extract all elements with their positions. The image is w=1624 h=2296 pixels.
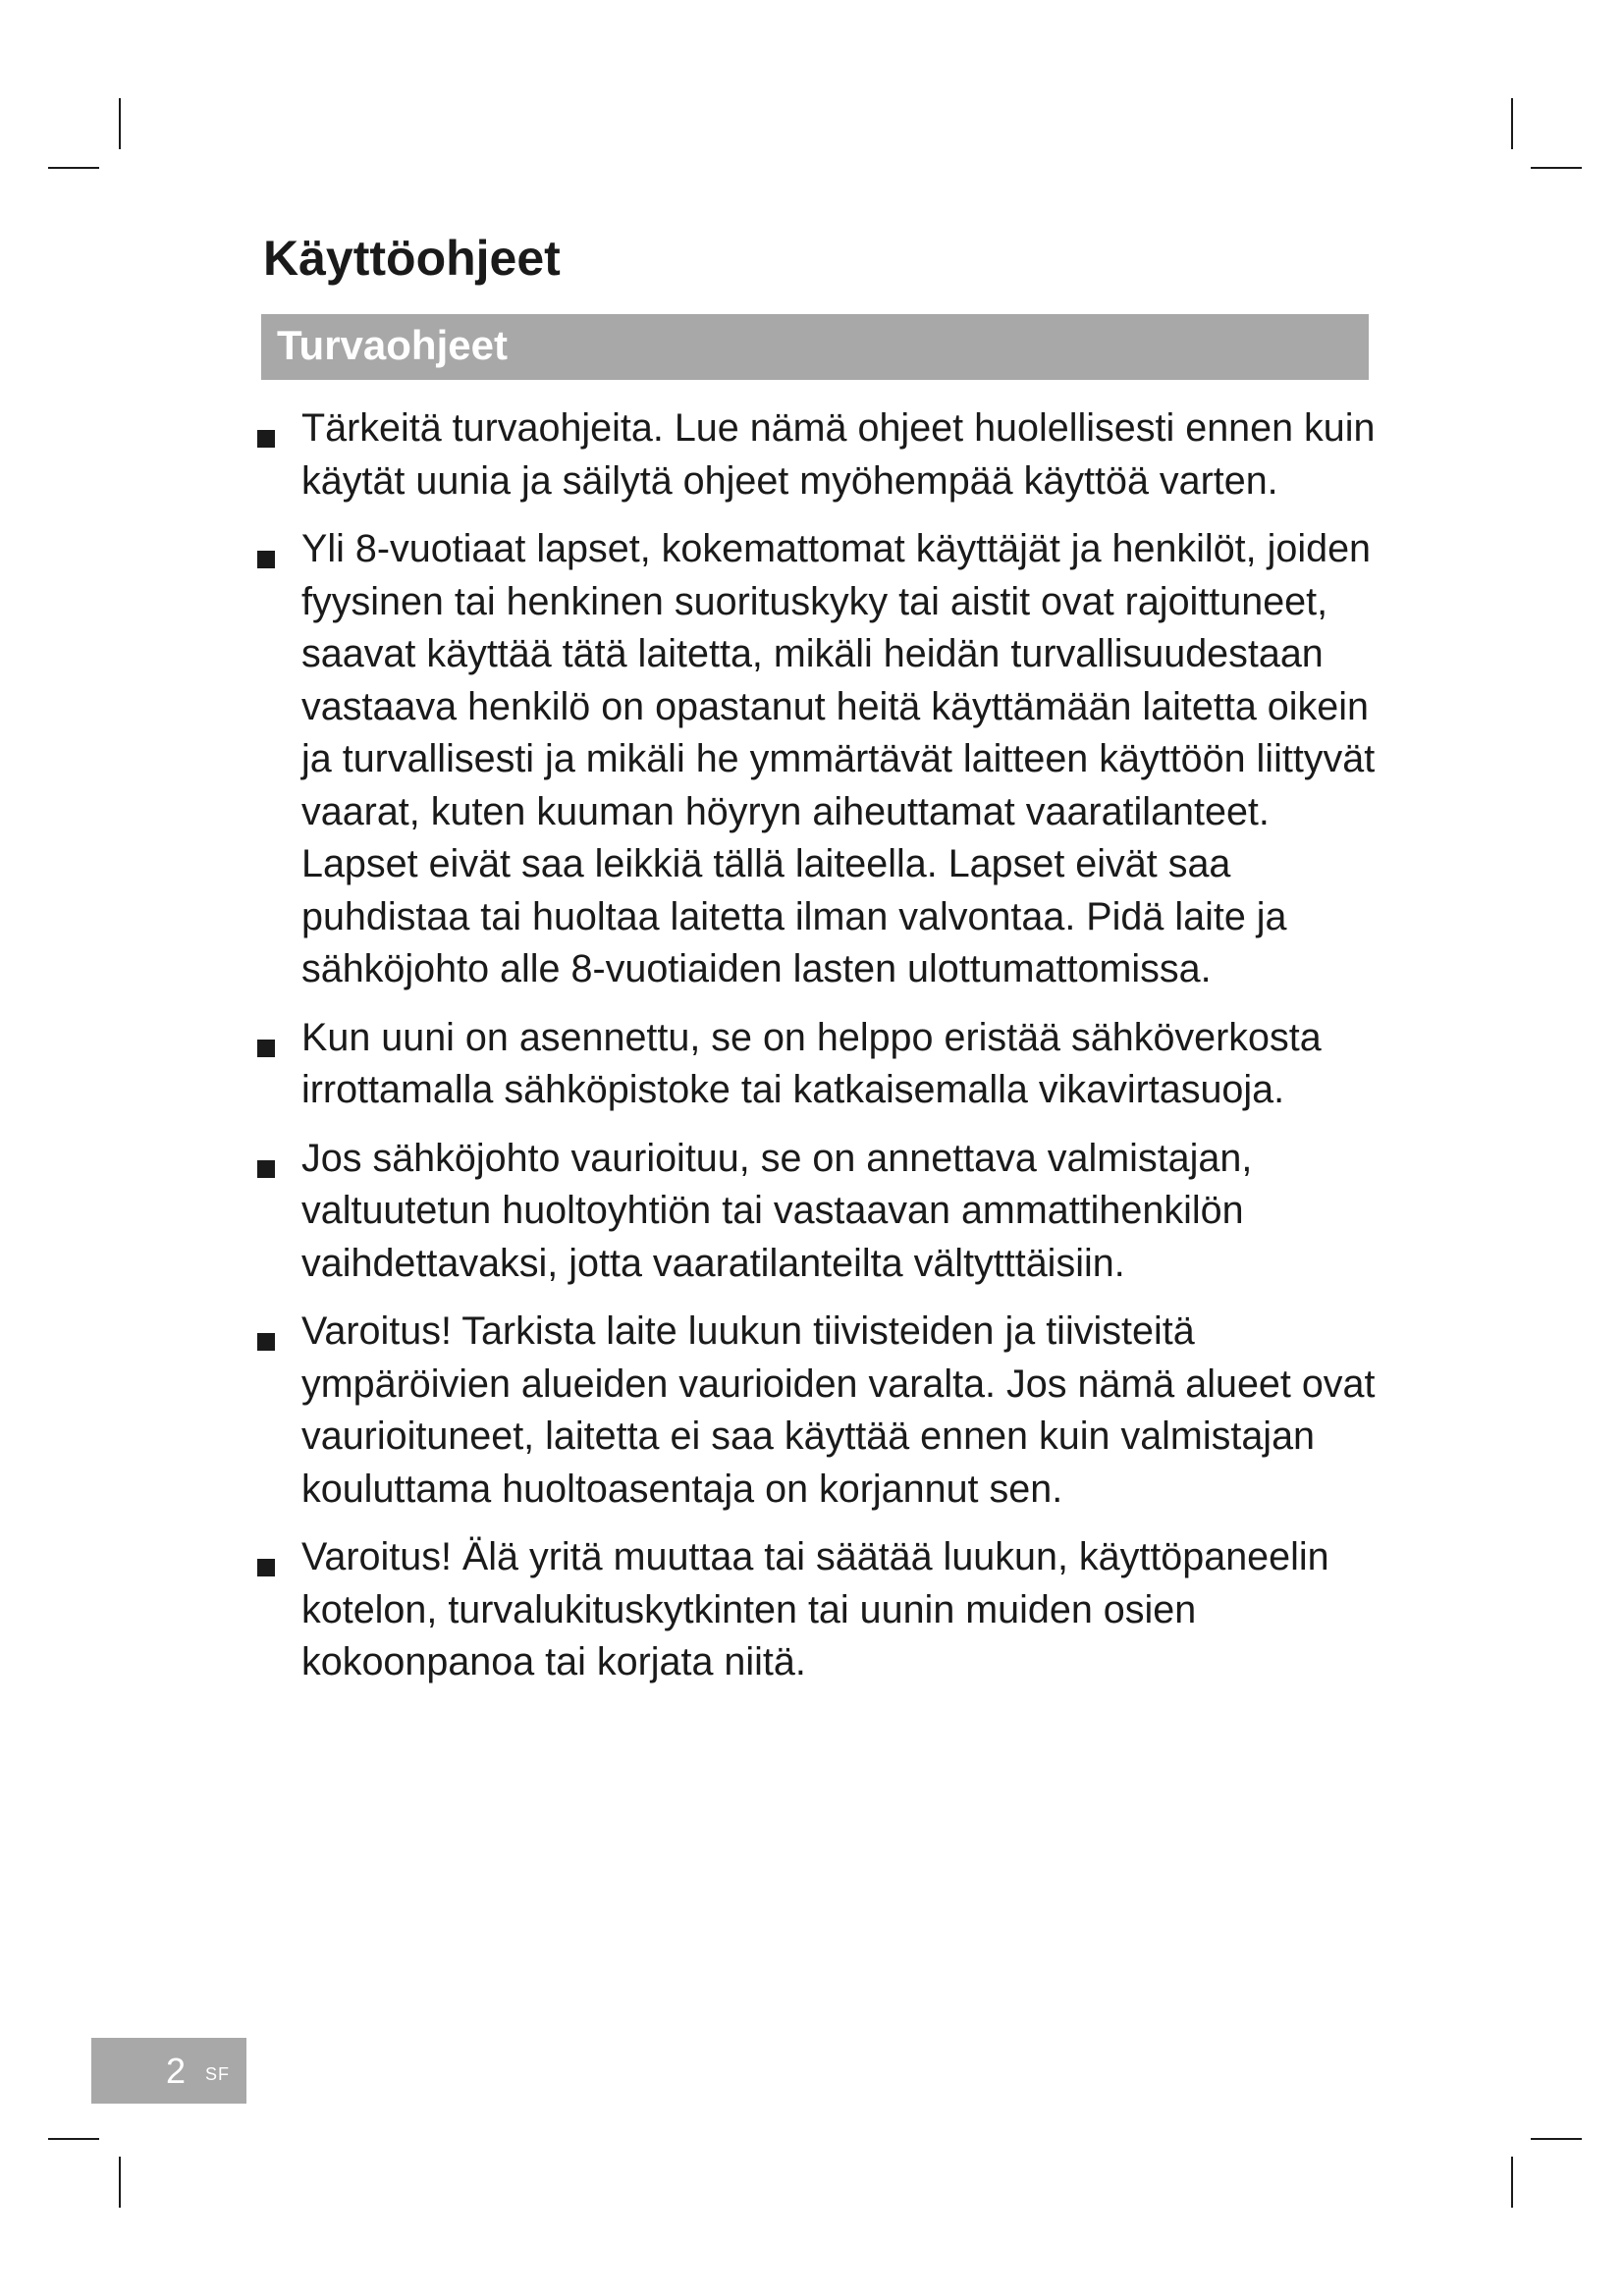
crop-mark-top-right-vertical (1511, 98, 1513, 149)
crop-mark-top-right-horizontal (1531, 167, 1582, 169)
section-header-bar (261, 314, 1369, 380)
page-title: Käyttöohjeet (263, 231, 561, 286)
crop-mark-bottom-left-vertical (119, 2157, 121, 2208)
list-item (257, 402, 1377, 507)
list-item-text: Jos sähköjohto vaurioituu, se on annettava valmistajan, valtuutetun huoltoyhtiön tai vastaavan ammattihenkilön vaihdettavaksi, jotta vaaratilanteilta vältytttäisiin. (301, 1136, 1253, 1285)
square-bullet-icon (257, 1160, 275, 1178)
section-title: Turvaohjeet (277, 322, 508, 368)
square-bullet-icon (257, 1333, 275, 1351)
square-bullet-icon (257, 430, 275, 448)
square-bullet-icon (257, 1040, 275, 1057)
list-item-text: Varoitus! Älä yritä muuttaa tai säätää luukun, käyttöpaneelin kotelon, turvalukituskytkinten tai uunin muiden osien kokoonpanoa tai korjata niitä. (301, 1535, 1329, 1683)
crop-mark-bottom-left-horizontal (48, 2138, 99, 2140)
list-item-text: Varoitus! Tarkista laite luukun tiivisteiden ja tiivisteitä ympäröivien alueiden vaurioiden varalta. Jos nämä alueet ovat vaurioituneet, laitetta ei saa käyttää ennen kuin valmistajan kouluttama huoltoasentaja on korjannut sen. (301, 1309, 1376, 1511)
list-item-text: Yli 8-vuotiaat lapset, kokemattomat käyttäjät ja henkilöt, joiden fyysinen tai henkinen suorituskyky tai aistit ovat rajoittuneet, saavat käyttää tätä laitetta, mikäli heidän turvallisuudestaan vastaava henkilö on opastanut heitä käyttämään laitetta oikein ja turvallisesti ja mikäli he ymmärtävät laitteen käyttöön liittyvät vaarat, kuten kuuman höyryn aiheuttamat vaaratilanteet. Lapset eivät saa leikkiä tällä laiteella. Lapset eivät saa puhdistaa tai huoltaa laitetta ilman valvontaa. Pidä laite ja sähköjohto alle 8-vuotiaiden lasten ulottumattomissa. (301, 527, 1376, 990)
list-item-text: Tärkeitä turvaohjeita. Lue nämä ohjeet huolellisesti ennen kuin käytät uunia ja säilytä ohjeet myöhempää käyttöä varten. (301, 406, 1376, 503)
page-number: 2 (166, 2051, 187, 2091)
list-item-text: Kun uuni on asennettu, se on helppo eristää sähköverkosta irrottamalla sähköpistoke tai katkaisemalla vikavirtasuoja. (301, 1015, 1322, 1111)
safety-instructions-list (257, 402, 1377, 1705)
page-footer (91, 2038, 246, 2104)
square-bullet-icon (257, 551, 275, 568)
crop-mark-bottom-right-horizontal (1531, 2138, 1582, 2140)
language-code: SF (205, 2064, 231, 2084)
list-item (257, 1531, 1377, 1689)
list-item (257, 1012, 1377, 1117)
list-item (257, 1133, 1377, 1291)
crop-mark-top-left-horizontal (48, 167, 99, 169)
crop-mark-top-left-vertical (119, 98, 121, 149)
list-item (257, 1306, 1377, 1516)
list-item (257, 523, 1377, 996)
square-bullet-icon (257, 1559, 275, 1576)
crop-mark-bottom-right-vertical (1511, 2157, 1513, 2208)
